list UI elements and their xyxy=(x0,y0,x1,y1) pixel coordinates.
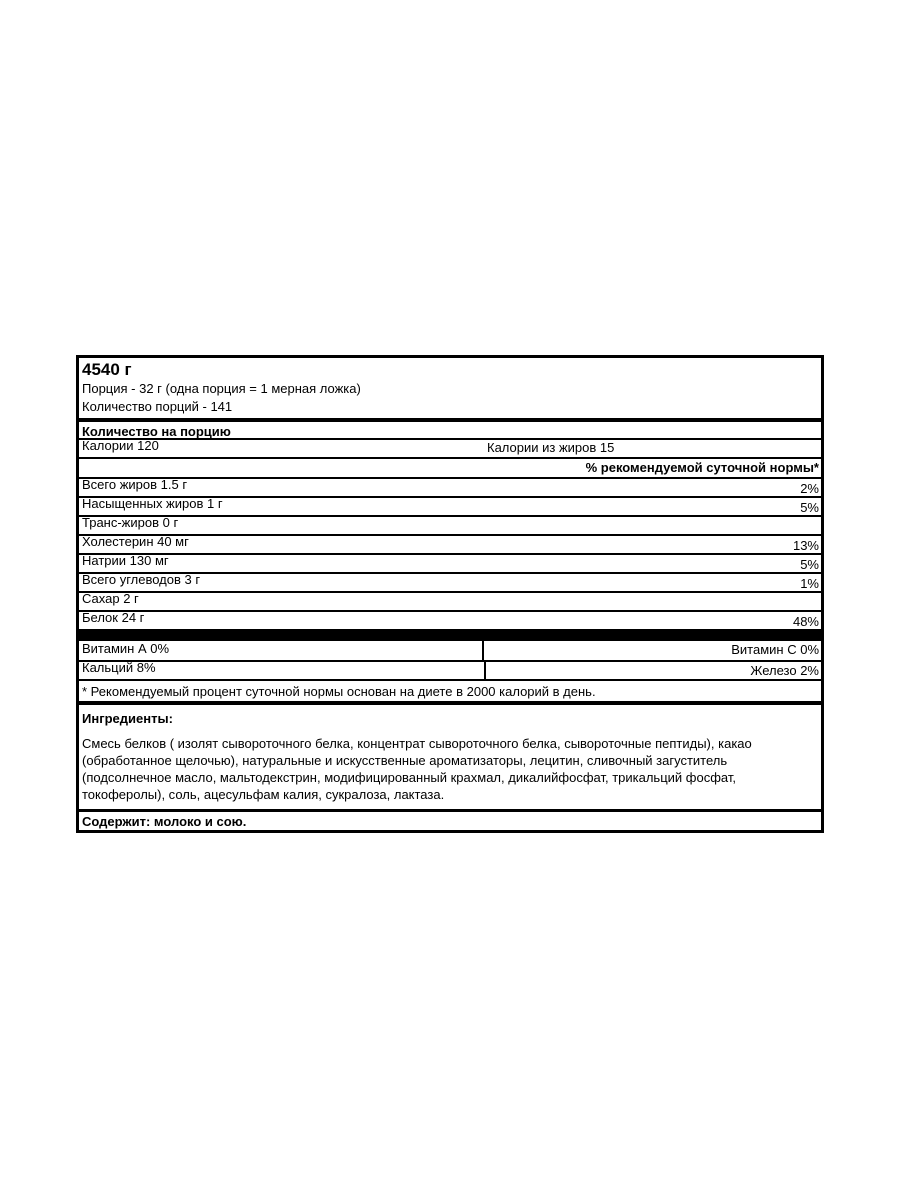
daily-value-header: % рекомендуемой суточной нормы* xyxy=(79,457,821,477)
calcium: Кальций 8% xyxy=(82,660,156,675)
vitamin-a: Витамин А 0% xyxy=(79,641,484,660)
nutrient-percent: 1% xyxy=(800,576,819,591)
nutrient-row-trans-fat xyxy=(79,515,821,534)
package-weight: 4540 г xyxy=(82,360,132,379)
nutrient-name: Натрии 130 мг xyxy=(82,553,169,568)
nutrient-row-carbohydrates xyxy=(79,572,821,591)
nutrient-name: Всего углеводов 3 г xyxy=(82,572,201,587)
nutrient-row-total-fat xyxy=(79,477,821,496)
nutrient-percent: 5% xyxy=(800,557,819,572)
nutrient-row-cholesterol xyxy=(79,534,821,553)
nutrient-row-protein xyxy=(79,610,821,629)
vitamin-row-1 xyxy=(79,641,821,660)
ingredients-text: Смесь белков ( изолят сывороточного белка, концентрат сывороточного белка, сывороточные пептиды), какао (обработанное щелочью), натуральные и искусственные ароматизаторы, лецитин, сливочный загуститель (подсолнечное масло, мальтодекстрин, модифицированный крахмал, дикалийфосфат, трикальций фосфат, токоферолы), соль, ацесульфам калия, сукралоза, лактаза. xyxy=(82,736,752,802)
ingredients-title: Ингредиенты: xyxy=(82,711,173,726)
nutrient-row-sugar xyxy=(79,591,821,610)
amount-per-serving: Количество на порцию xyxy=(79,418,821,438)
calories-value: Калории 120 xyxy=(82,438,159,453)
nutrient-row-saturated-fat xyxy=(79,496,821,515)
nutrient-name: Всего жиров 1.5 г xyxy=(82,477,188,492)
vitamin-row-2 xyxy=(79,660,821,679)
allergens: Содержит: молоко и сою. xyxy=(79,809,821,830)
calories-from-fat: Калории из жиров 15 xyxy=(487,440,615,455)
nutrient-name: Насыщенных жиров 1 г xyxy=(82,496,223,511)
nutrient-percent: 48% xyxy=(792,614,819,629)
nutrition-facts-label xyxy=(76,355,824,833)
nutrient-percent: 13% xyxy=(792,538,819,553)
nutrient-name: Сахар 2 г xyxy=(82,591,139,606)
nutrient-name: Холестерин 40 мг xyxy=(82,534,189,549)
nutrient-name: Белок 24 г xyxy=(82,610,145,625)
nutrient-percent: 2% xyxy=(800,481,819,496)
ingredients-section xyxy=(79,701,821,809)
nutrient-row-sodium xyxy=(79,553,821,572)
daily-value-footnote: * Рекомендуемый процент суточной нормы основан на диете в 2000 калорий в день. xyxy=(79,679,821,701)
section-divider-bar xyxy=(79,629,821,641)
serving-size: Порция - 32 г (одна порция = 1 мерная ложка) xyxy=(82,381,361,396)
label-header xyxy=(79,358,821,418)
vitamin-c: Витамин С 0% xyxy=(731,642,819,657)
iron: Железо 2% xyxy=(484,662,821,679)
calories-row xyxy=(79,438,821,457)
nutrient-percent: 5% xyxy=(800,500,819,515)
nutrient-name: Транс-жиров 0 г xyxy=(82,515,179,530)
servings-count: Количество порций - 141 xyxy=(82,399,233,414)
